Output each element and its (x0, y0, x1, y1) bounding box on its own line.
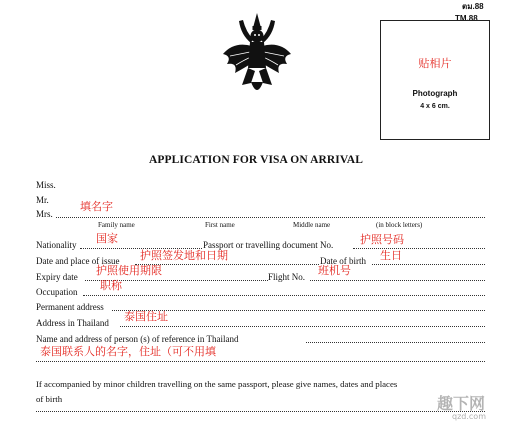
photo-annotation: 贴相片 (418, 57, 452, 70)
photo-size: 4 x 6 cm. (420, 103, 450, 110)
issue-label: Date and place of issue (36, 256, 120, 266)
form-title: APPLICATION FOR VISA ON ARRIVAL (149, 154, 363, 166)
name-line (56, 217, 485, 218)
photo-box (380, 20, 490, 140)
middle-name-label: Middle name (293, 221, 331, 229)
block-letters-label: (in block letters) (376, 221, 423, 229)
expiry-annotation: 护照使用期限 (96, 264, 162, 277)
reference-line-2 (36, 361, 485, 362)
first-name-label: First name (205, 221, 235, 229)
nationality-label: Nationality (36, 240, 77, 250)
watermark-url: qzd.com (452, 412, 486, 421)
flight-label: Flight No. (268, 272, 306, 282)
family-name-label: Family name (98, 221, 135, 229)
occupation-annotation: 职称 (100, 279, 122, 292)
occupation-label: Occupation (36, 287, 78, 297)
flight-line (310, 280, 485, 281)
issue-line (135, 264, 319, 265)
passport-line (353, 248, 485, 249)
photo-label: Photograph (412, 89, 458, 98)
birth-label: Date of birth (320, 256, 366, 266)
occupation-line (83, 295, 485, 296)
birth-line (372, 264, 485, 265)
birth-annotation: 生日 (380, 249, 402, 262)
reference-label: Name and address of person (s) of reference in Thailand (36, 334, 239, 344)
reference-annotation: 泰国联系人的名字，住址（可不用填 (40, 345, 216, 358)
permanent-address-label: Permanent address (36, 302, 104, 312)
passport-annotation: 护照号码 (360, 233, 404, 246)
children-line (36, 411, 485, 412)
watermark-logo: 趣下网 (437, 394, 486, 413)
children-label-2: of birth (36, 394, 63, 404)
issue-annotation: 护照签发地和日期 (140, 249, 228, 262)
flight-annotation: 班机号 (318, 264, 351, 277)
garuda-emblem-icon (222, 12, 292, 97)
nationality-annotation: 国家 (96, 232, 118, 245)
title-miss: Miss. (36, 180, 56, 190)
reference-line (306, 342, 485, 343)
title-mrs: Mrs. (36, 209, 53, 219)
form-code: TM.88 (455, 14, 478, 23)
children-label: If accompanied by minor children travelling on the same passport, please give names, dates and places (36, 379, 398, 389)
thai-address-label: Address in Thailand (36, 318, 109, 328)
thai-address-line (120, 326, 485, 327)
name-annotation: 填名字 (80, 200, 113, 213)
thai-form-code: ตม.88 (462, 2, 484, 11)
title-mr: Mr. (36, 195, 49, 205)
expiry-label: Expiry date (36, 272, 78, 282)
passport-label: Passport or travelling document No. (203, 240, 334, 250)
thai-address-annotation: 泰国住址 (124, 310, 168, 323)
